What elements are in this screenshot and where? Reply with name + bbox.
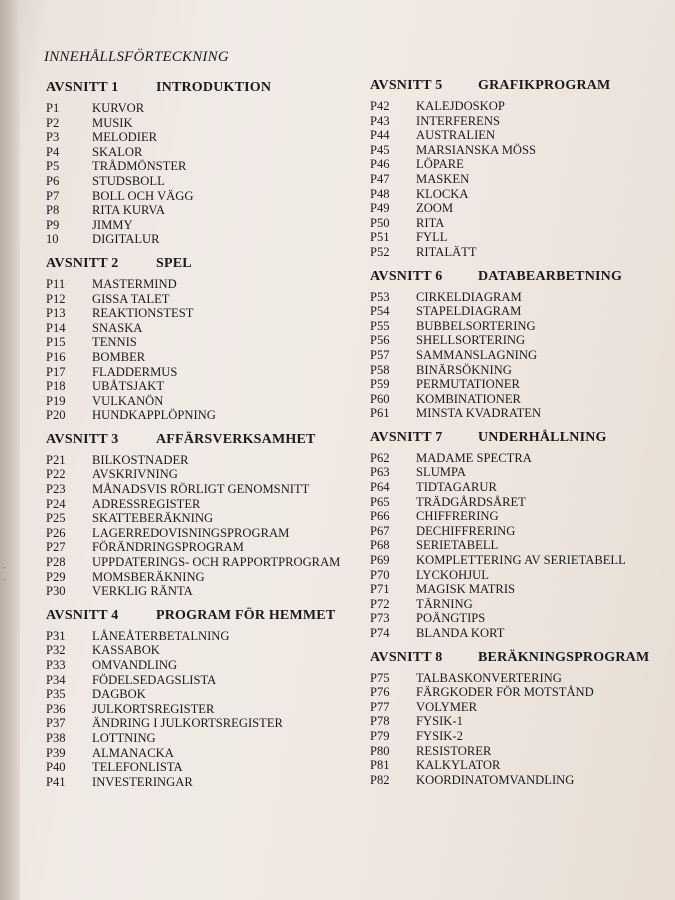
program-title: BINÄRSÖKNING xyxy=(416,362,512,377)
toc-entry xyxy=(46,673,346,688)
section-name: SPEL xyxy=(156,255,192,271)
program-code: P27 xyxy=(46,540,66,555)
toc-entry xyxy=(46,482,346,497)
program-code: P63 xyxy=(370,465,390,480)
toc-left-column xyxy=(46,79,346,797)
page-title: INNEHÅLLSFÖRTECKNING xyxy=(44,49,229,65)
program-title: TRÅDMÖNSTER xyxy=(92,159,187,174)
toc-entry xyxy=(46,159,346,174)
toc-entry xyxy=(46,731,346,746)
program-title: TIDTAGARUR xyxy=(416,480,497,495)
program-title: HUNDKAPPLÖPNING xyxy=(92,408,216,423)
program-code: P42 xyxy=(370,99,390,113)
program-code: P78 xyxy=(370,714,390,729)
program-code: P14 xyxy=(46,320,66,335)
toc-entry xyxy=(370,348,670,363)
program-title: DECHIFFRERING xyxy=(416,523,516,538)
program-title: SNASKA xyxy=(92,320,143,335)
program-code: P65 xyxy=(370,494,390,509)
program-code: P3 xyxy=(46,130,60,145)
toc-entry xyxy=(370,568,670,583)
program-code: P28 xyxy=(46,555,66,570)
program-title: KOMPLETTERING AV SERIETABELL xyxy=(416,553,626,568)
program-title: FÖRÄNDRINGSPROGRAM xyxy=(92,540,244,555)
section-name: DATABEARBETNING xyxy=(478,268,623,284)
program-code: P51 xyxy=(370,230,390,245)
toc-entry xyxy=(370,230,670,245)
toc-entry xyxy=(46,570,346,585)
program-code: P7 xyxy=(46,188,60,203)
program-code: P67 xyxy=(370,523,390,538)
toc-entry xyxy=(370,128,670,143)
toc-entry xyxy=(370,363,670,378)
program-code: P20 xyxy=(46,408,66,423)
program-code: P55 xyxy=(370,318,390,333)
toc-entry xyxy=(370,114,670,129)
toc-right-column xyxy=(370,77,670,795)
program-title: KOMBINATIONER xyxy=(416,391,521,406)
toc-entry xyxy=(46,350,346,365)
program-title: ALMANACKA xyxy=(92,745,174,760)
program-code: P79 xyxy=(370,728,390,743)
program-code: P53 xyxy=(370,289,390,304)
toc-entry xyxy=(370,671,670,686)
program-title: CIRKELDIAGRAM xyxy=(416,289,522,304)
toc-entry xyxy=(370,333,670,348)
toc-entry xyxy=(370,626,670,641)
program-code: P70 xyxy=(370,567,390,582)
toc-entry xyxy=(370,758,670,773)
program-code: P35 xyxy=(46,687,66,702)
toc-entry xyxy=(370,773,670,788)
toc-entry xyxy=(370,553,670,568)
toc-entry xyxy=(46,526,346,541)
toc-entry xyxy=(46,760,346,775)
program-title: RITA xyxy=(416,215,445,230)
program-title: AVSKRIVNING xyxy=(92,467,178,482)
program-title: TELEFONLISTA xyxy=(92,760,183,775)
program-title: MASTERMIND xyxy=(92,276,177,291)
program-code: P22 xyxy=(46,467,66,482)
program-code: P9 xyxy=(46,217,60,232)
toc-entry xyxy=(46,189,346,204)
program-code: P45 xyxy=(370,142,390,157)
section-name: INTRODUKTION xyxy=(156,80,272,95)
program-code: P12 xyxy=(46,291,66,306)
program-title: JIMMY xyxy=(92,217,133,232)
program-title: STUDSBOLL xyxy=(92,173,165,188)
program-code: P29 xyxy=(46,569,66,584)
program-title: CHIFFRERING xyxy=(416,509,499,524)
program-title: SKATTEBERÄKNING xyxy=(92,511,214,526)
toc-entry xyxy=(46,643,346,658)
program-title: TENNIS xyxy=(92,335,137,350)
program-code: P82 xyxy=(370,772,390,787)
program-title: MARSIANSKA MÖSS xyxy=(416,142,537,157)
program-code: P8 xyxy=(46,203,60,218)
section-heading xyxy=(46,255,346,277)
program-code: P6 xyxy=(46,173,60,188)
program-code: P36 xyxy=(46,701,66,716)
program-title: MAGISK MATRIS xyxy=(416,582,516,597)
program-code: P47 xyxy=(370,171,390,186)
toc-entry xyxy=(370,290,670,305)
toc-entry xyxy=(46,540,346,555)
section-name: BERÄKNINGSPROGRAM xyxy=(478,649,650,665)
toc-section xyxy=(46,79,346,247)
program-code: P72 xyxy=(370,596,390,611)
toc-entry xyxy=(46,116,346,131)
toc-entry xyxy=(370,538,670,553)
program-title: MUSIK xyxy=(92,115,133,130)
section-name: AFFÄRSVERKSAMHET xyxy=(156,431,316,447)
program-code: P11 xyxy=(46,276,66,291)
program-title: FÖDELSEDAGSLISTA xyxy=(92,672,217,687)
program-code: P71 xyxy=(370,582,390,597)
toc-entry xyxy=(46,379,346,394)
toc-entry xyxy=(370,685,670,700)
toc-section xyxy=(370,429,670,641)
toc-entry xyxy=(370,187,670,202)
program-title: JULKORTSREGISTER xyxy=(92,701,215,716)
toc-entry xyxy=(370,172,670,187)
section-number: AVSNITT 7 xyxy=(370,429,443,445)
section-name: UNDERHÅLLNING xyxy=(478,429,607,445)
toc-entry xyxy=(46,775,346,790)
program-title: BUBBELSORTERING xyxy=(416,318,536,333)
program-code: P69 xyxy=(370,553,390,568)
program-title: GISSA TALET xyxy=(92,291,170,306)
toc-entry xyxy=(370,201,670,216)
program-title: KURVOR xyxy=(92,101,145,115)
program-title: LOTTNING xyxy=(92,730,156,745)
toc-entry xyxy=(370,524,670,539)
toc-entry xyxy=(370,304,670,319)
toc-entry xyxy=(370,143,670,158)
section-heading xyxy=(370,429,670,451)
program-code: P39 xyxy=(46,745,66,760)
program-title: BILKOSTNADER xyxy=(92,452,189,467)
toc-entry xyxy=(46,335,346,350)
program-code: P58 xyxy=(370,362,390,377)
toc-entry xyxy=(370,157,670,172)
toc-entry xyxy=(46,687,346,702)
program-title: SHELLSORTERING xyxy=(416,333,526,348)
section-name: GRAFIKPROGRAM xyxy=(478,78,611,93)
toc-entry xyxy=(370,451,670,466)
toc-entry xyxy=(46,453,346,468)
program-code: P4 xyxy=(46,144,60,159)
program-code: P38 xyxy=(46,730,66,745)
program-code: P77 xyxy=(370,699,390,714)
program-title: LAGERREDOVISNINGSPROGRAM xyxy=(92,525,290,540)
toc-entry xyxy=(46,408,346,423)
toc-section xyxy=(46,255,346,423)
toc-entry xyxy=(46,174,346,189)
toc-entry xyxy=(46,292,346,307)
section-heading xyxy=(370,77,670,99)
toc-entry xyxy=(370,392,670,407)
program-title: STAPELDIAGRAM xyxy=(416,304,522,319)
program-title: BOMBER xyxy=(92,349,146,364)
toc-entry xyxy=(46,555,346,570)
program-code: P5 xyxy=(46,159,60,174)
program-code: P40 xyxy=(46,760,66,775)
program-title: LYCKOHJUL xyxy=(416,567,489,582)
program-code: P18 xyxy=(46,379,66,394)
program-title: FYLL xyxy=(416,230,448,245)
program-code: 10 xyxy=(46,232,59,247)
section-number: AVSNITT 1 xyxy=(46,80,119,95)
toc-entry xyxy=(46,584,346,599)
program-code: P26 xyxy=(46,525,66,540)
program-title: POÄNGTIPS xyxy=(416,611,486,626)
toc-entry xyxy=(46,232,346,247)
section-number: AVSNITT 8 xyxy=(370,649,443,665)
program-title: SAMMANSLAGNING xyxy=(416,347,538,362)
program-title: KLOCKA xyxy=(416,186,469,201)
program-code: P59 xyxy=(370,377,390,392)
program-title: SERIETABELL xyxy=(416,538,499,553)
program-code: P30 xyxy=(46,584,66,599)
program-code: P37 xyxy=(46,716,66,731)
section-number: AVSNITT 2 xyxy=(46,255,119,271)
program-title: TÄRNING xyxy=(416,596,473,611)
toc-entry xyxy=(46,394,346,409)
program-code: P60 xyxy=(370,391,390,406)
toc-entry xyxy=(46,218,346,233)
toc-entry xyxy=(46,497,346,512)
program-title: FYSIK-1 xyxy=(416,714,463,729)
program-code: P56 xyxy=(370,333,390,348)
toc-entry xyxy=(370,714,670,729)
section-heading xyxy=(46,79,346,101)
program-title: FÄRGKODER FÖR MOTSTÅND xyxy=(416,685,594,700)
toc-entry xyxy=(46,365,346,380)
section-heading xyxy=(370,649,670,671)
program-title: VERKLIG RÄNTA xyxy=(92,584,193,599)
program-title: INVESTERINGAR xyxy=(92,774,193,789)
program-code: P2 xyxy=(46,115,60,130)
toc-entry xyxy=(370,216,670,231)
program-code: P46 xyxy=(370,157,390,172)
toc-entry xyxy=(46,746,346,761)
program-title: MADAME SPECTRA xyxy=(416,450,532,465)
toc-entry xyxy=(370,744,670,759)
section-heading xyxy=(46,431,346,453)
program-title: TALBASKONVERTERING xyxy=(416,670,562,685)
program-title: INTERFERENS xyxy=(416,113,500,128)
toc-entry xyxy=(370,406,670,421)
toc-entry xyxy=(370,319,670,334)
toc-entry xyxy=(46,101,346,116)
toc-entry xyxy=(370,729,670,744)
gutter-mark: ~ xyxy=(3,566,8,572)
program-code: P31 xyxy=(46,628,66,643)
program-code: P43 xyxy=(370,113,390,128)
toc-entry xyxy=(46,702,346,717)
program-code: P41 xyxy=(46,774,66,789)
toc-entry xyxy=(370,611,670,626)
toc-entry xyxy=(46,130,346,145)
toc-entry xyxy=(370,99,670,114)
program-code: P62 xyxy=(370,450,390,465)
toc-entry xyxy=(46,658,346,673)
program-code: P64 xyxy=(370,480,390,495)
toc-entry xyxy=(46,277,346,292)
program-code: P68 xyxy=(370,538,390,553)
program-title: ÄNDRING I JULKORTSREGISTER xyxy=(92,716,283,731)
program-code: P44 xyxy=(370,128,390,143)
program-title: FYSIK-2 xyxy=(416,728,463,743)
toc-section xyxy=(370,268,670,421)
program-code: P32 xyxy=(46,643,66,658)
toc-section xyxy=(46,607,346,790)
toc-entry xyxy=(46,716,346,731)
program-code: P48 xyxy=(370,186,390,201)
section-number: AVSNITT 4 xyxy=(46,607,119,623)
program-title: UBÅTSJAKT xyxy=(92,379,165,394)
program-code: P75 xyxy=(370,670,390,685)
toc-entry xyxy=(370,245,670,260)
program-code: P81 xyxy=(370,758,390,773)
program-code: P24 xyxy=(46,496,66,511)
program-title: AUSTRALIEN xyxy=(416,128,496,143)
program-title: MELODIER xyxy=(92,130,158,145)
program-code: P13 xyxy=(46,306,66,321)
program-title: RITALÄTT xyxy=(416,244,477,259)
toc-entry xyxy=(370,509,670,524)
program-code: P15 xyxy=(46,335,66,350)
program-code: P17 xyxy=(46,364,66,379)
program-title: LÅNEÅTERBETALNING xyxy=(92,628,230,643)
program-title: UPPDATERINGS- OCH RAPPORTPROGRAM xyxy=(92,555,341,570)
toc-entry xyxy=(370,480,670,495)
program-title: SKALOR xyxy=(92,144,143,159)
program-title: PERMUTATIONER xyxy=(416,377,520,392)
section-number: AVSNITT 5 xyxy=(370,78,443,93)
toc-entry xyxy=(46,145,346,160)
section-heading xyxy=(46,607,346,629)
toc-entry xyxy=(370,582,670,597)
program-title: MINSTA KVADRATEN xyxy=(416,406,542,421)
program-title: KOORDINATOMVANDLING xyxy=(416,772,575,787)
program-code: P54 xyxy=(370,304,390,319)
program-title: ADRESSREGISTER xyxy=(92,496,201,511)
program-code: P73 xyxy=(370,611,390,626)
gutter-mark: ~ xyxy=(3,578,8,584)
toc-entry xyxy=(46,203,346,218)
program-code: P61 xyxy=(370,406,390,421)
program-code: P66 xyxy=(370,509,390,524)
program-title: ZOOM xyxy=(416,201,454,216)
program-title: DIGITALUR xyxy=(92,232,160,247)
program-title: MASKEN xyxy=(416,171,470,186)
program-code: P57 xyxy=(370,347,390,362)
toc-entry xyxy=(46,467,346,482)
program-title: RITA KURVA xyxy=(92,203,165,218)
program-title: MOMSBERÄKNING xyxy=(92,569,205,584)
program-title: VULKANÖN xyxy=(92,393,164,408)
toc-entry xyxy=(46,306,346,321)
toc-entry xyxy=(46,321,346,336)
program-code: P49 xyxy=(370,201,390,216)
section-heading xyxy=(370,268,670,290)
program-title: DAGBOK xyxy=(92,687,146,702)
program-code: P23 xyxy=(46,482,66,497)
toc-entry xyxy=(370,495,670,510)
program-code: P74 xyxy=(370,626,390,640)
program-title: TRÄDGÅRDSÅRET xyxy=(416,494,526,509)
program-code: P16 xyxy=(46,349,66,364)
section-name: PROGRAM FÖR HEMMET xyxy=(156,607,336,623)
toc-entry xyxy=(370,597,670,612)
program-code: P76 xyxy=(370,685,390,700)
program-code: P19 xyxy=(46,393,66,408)
toc-entry xyxy=(370,465,670,480)
program-code: P33 xyxy=(46,658,66,672)
section-number: AVSNITT 3 xyxy=(46,431,119,447)
toc-entry xyxy=(370,377,670,392)
toc-entry xyxy=(46,629,346,644)
program-title: BOLL OCH VÄGG xyxy=(92,188,194,203)
program-title: OMVANDLING xyxy=(92,658,178,672)
program-title: FLADDERMUS xyxy=(92,364,178,379)
toc-section xyxy=(370,77,670,260)
program-code: P25 xyxy=(46,511,66,526)
program-code: P21 xyxy=(46,452,66,467)
program-code: P34 xyxy=(46,672,66,687)
toc-section xyxy=(46,431,346,599)
toc-entry xyxy=(46,511,346,526)
program-title: VOLYMER xyxy=(416,699,478,714)
toc-entry xyxy=(370,700,670,715)
program-title: KASSABOK xyxy=(92,643,160,658)
toc-section xyxy=(370,649,670,788)
program-title: LÖPARE xyxy=(416,157,464,172)
program-code: P52 xyxy=(370,244,390,259)
program-title: REAKTIONSTEST xyxy=(92,306,194,321)
program-title: KALEJDOSKOP xyxy=(416,99,505,113)
program-title: RESISTORER xyxy=(416,743,492,758)
section-number: AVSNITT 6 xyxy=(370,268,443,284)
program-title: KALKYLATOR xyxy=(416,758,501,773)
program-title: SLUMPA xyxy=(416,465,466,480)
program-code: P80 xyxy=(370,743,390,758)
program-code: P50 xyxy=(370,215,390,230)
program-title: BLANDA KORT xyxy=(416,626,505,640)
program-code: P1 xyxy=(46,101,60,115)
program-title: MÅNADSVIS RÖRLIGT GENOMSNITT xyxy=(92,482,310,497)
